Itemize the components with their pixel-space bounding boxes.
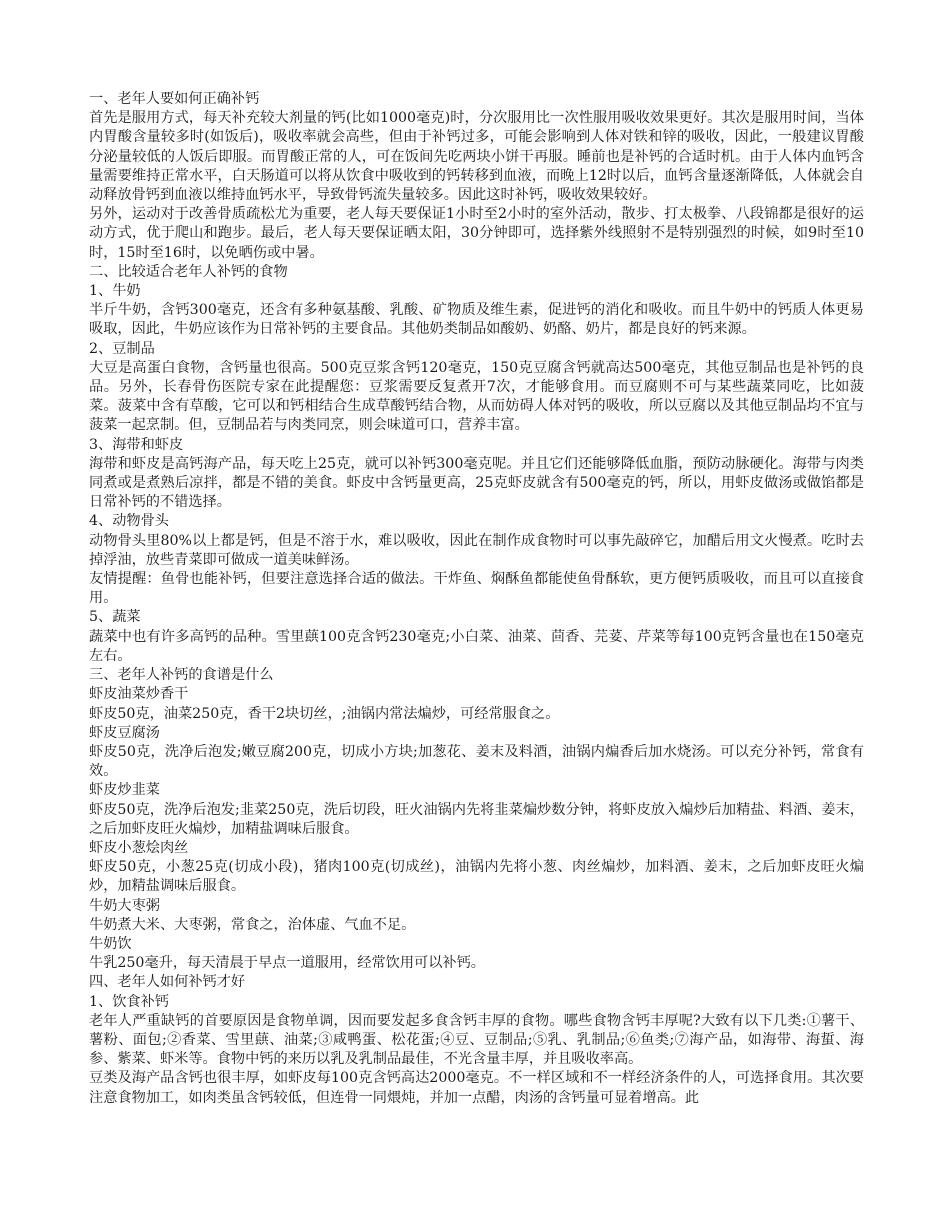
paragraph: 牛奶煮大米、大枣粥，常食之，治体虚、气血不足。 (89, 916, 416, 933)
paragraph: 牛奶大枣粥 (89, 897, 160, 914)
paragraph: 友情提醒：鱼骨也能补钙，但要注意选择合适的做法。干炸鱼、焖酥鱼都能使鱼骨酥软，更方便钙质吸收，而且可以直接食用。 (89, 571, 864, 607)
paragraph: 豆类及海产品含钙也很丰厚，如虾皮每100克含钙高达2000毫克。不一样区域和不一样经济条件的人，可选择食用。其次要注意食物加工，如肉类虽含钙较低，但连骨一同煨炖，并加一点醋，肉汤的含钙量可显着增高。此 (89, 1070, 864, 1106)
paragraph: 蔬菜中也有许多高钙的品种。雪里蕻100克含钙230毫克;小白菜、油菜、茴香、芫荽、芹菜等每100克钙含量也在150毫克左右。 (89, 628, 864, 664)
paragraph: 首先是服用方式，每天补充较大剂量的钙(比如1000毫克)时，分次服用比一次性服用吸收效果更好。其次是服用时间，当体内胃酸含量较多时(如饭后)，吸收率就会高些，但由于补钙过多，可能会影响到人体对铁和锌的吸收，因此，一般建议胃酸分泌量较低的人饭后即服。而胃酸正常的人，可在饭间先吃两块小饼干再服。睡前也是补钙的合适时机。由于人体内血钙含量需要维持正常水平，白天肠道可以将从饮食中吸收到的钙转移到血液，而晚上12时以后，血钙含量逐渐降低，人体就会自动释放骨钙到血液以维持血钙水平，导致骨钙流失量较多。因此这时补钙，吸收效果较好。 (89, 110, 864, 204)
paragraph: 2、豆制品 (89, 340, 155, 357)
paragraph: 牛奶饮 (89, 935, 132, 952)
document-body (89, 90, 864, 1108)
paragraph: 5、蔬菜 (89, 609, 141, 626)
paragraph: 牛乳250毫升，每天清晨于早点一道服用，经常饮用可以补钙。 (89, 955, 485, 972)
paragraph: 半斤牛奶，含钙300毫克，还含有多种氨基酸、乳酸、矿物质及维生素，促进钙的消化和吸收。而且牛奶中的钙质人体更易吸取，因此，牛奶应该作为日常补钙的主要食品。其他奶类制品如酸奶、奶酪、奶片，都是良好的钙来源。 (89, 302, 864, 338)
paragraph: 虾皮50克，洗净后泡发;嫩豆腐200克，切成小方块;加葱花、姜末及料酒，油锅内煸香后加水烧汤。可以充分补钙，常食有效。 (89, 743, 864, 780)
paragraph: 虾皮50克，油菜250克，香干2块切丝，;油锅内常法煸炒，可经常服食之。 (89, 705, 560, 722)
paragraph: 虾皮炒韭菜 (89, 782, 160, 799)
paragraph: 1、牛奶 (89, 283, 141, 300)
paragraph: 4、动物骨头 (89, 513, 169, 530)
paragraph: 一、老年人要如何正确补钙 (89, 91, 260, 107)
paragraph: 虾皮50克，小葱25克(切成小段)，猪肉100克(切成丝)，油锅内先将小葱、肉丝煸炒，加料酒、姜末，之后加虾皮旺火煸炒，加精盐调味后服食。 (89, 859, 864, 895)
paragraph: 二、比较适合老年人补钙的食物 (89, 263, 288, 280)
paragraph: 虾皮豆腐汤 (89, 724, 160, 741)
paragraph: 四、老年人如何补钙才好 (89, 974, 246, 991)
paragraph: 虾皮50克，洗净后泡发;韭菜250克，洗后切段，旺火油锅内先将韭菜煸炒数分钟，将虾皮放入煸炒后加精盐、料酒、姜末，之后加虾皮旺火煸炒，加精盐调味后服食。 (89, 801, 864, 837)
paragraph: 三、老年人补钙的食谱是什么 (89, 667, 274, 684)
paragraph: 海带和虾皮是高钙海产品，每天吃上25克，就可以补钙300毫克呢。并且它们还能够降低血脂，预防动脉硬化。海带与肉类同煮或是煮熟后凉拌，都是不错的美食。虾皮中含钙量更高，25克虾皮就含有500毫克的钙，所以，用虾皮做汤或做馅都是日常补钙的不错选择。 (89, 455, 864, 511)
paragraph: 1、饮食补钙 (89, 993, 169, 1010)
paragraph: 虾皮油菜炒香干 (89, 686, 189, 703)
paragraph: 大豆是高蛋白食物，含钙量也很高。500克豆浆含钙120毫克，150克豆腐含钙就高达500毫克，其他豆制品也是补钙的良品。另外，长春骨伤医院专家在此提醒您：豆浆需要反复煮开7次，才能够食用。而豆腐则不可与某些蔬菜同吃，比如菠菜。菠菜中含有草酸，它可以和钙相结合生成草酸钙结合物，从而妨碍人体对钙的吸收，所以豆腐以及其他豆制品均不宜与菠菜一起烹制。但，豆制品若与肉类同烹，则会味道可口，营养丰富。 (89, 359, 864, 434)
paragraph: 3、海带和虾皮 (89, 436, 184, 453)
paragraph: 动物骨头里80%以上都是钙，但是不溶于水，难以吸收，因此在制作成食物时可以事先敲碎它，加醋后用文火慢煮。吃时去掉浮油，放些青菜即可做成一道美味鲜汤。 (89, 532, 864, 568)
paragraph: 虾皮小葱烩肉丝 (89, 839, 189, 856)
paragraph: 另外，运动对于改善骨质疏松尤为重要，老人每天要保证1小时至2小时的室外活动，散步、打太极拳、八段锦都是很好的运动方式，优于爬山和跑步。最后，老人每天要保证晒太阳，30分钟即可，选择紫外线照射不是特别强烈的时候，如9时至10时，15时至16时，以免晒伤或中暑。 (89, 206, 864, 261)
paragraph: 老年人严重缺钙的首要原因是食物单调，因而要发起多食含钙丰厚的食物。哪些食物含钙丰厚呢?大致有以下几类:①薯干、薯粉、面包;②香菜、雪里蕻、油菜;③咸鸭蛋、松花蛋;④豆、豆制品;⑤乳、乳制品;⑥鱼类;⑦海产品，如海带、海蜇、海参、紫菜、虾米等。食物中钙的来历以乳及乳制品最佳，不光含量丰厚，并且吸收率高。 (89, 1012, 864, 1068)
